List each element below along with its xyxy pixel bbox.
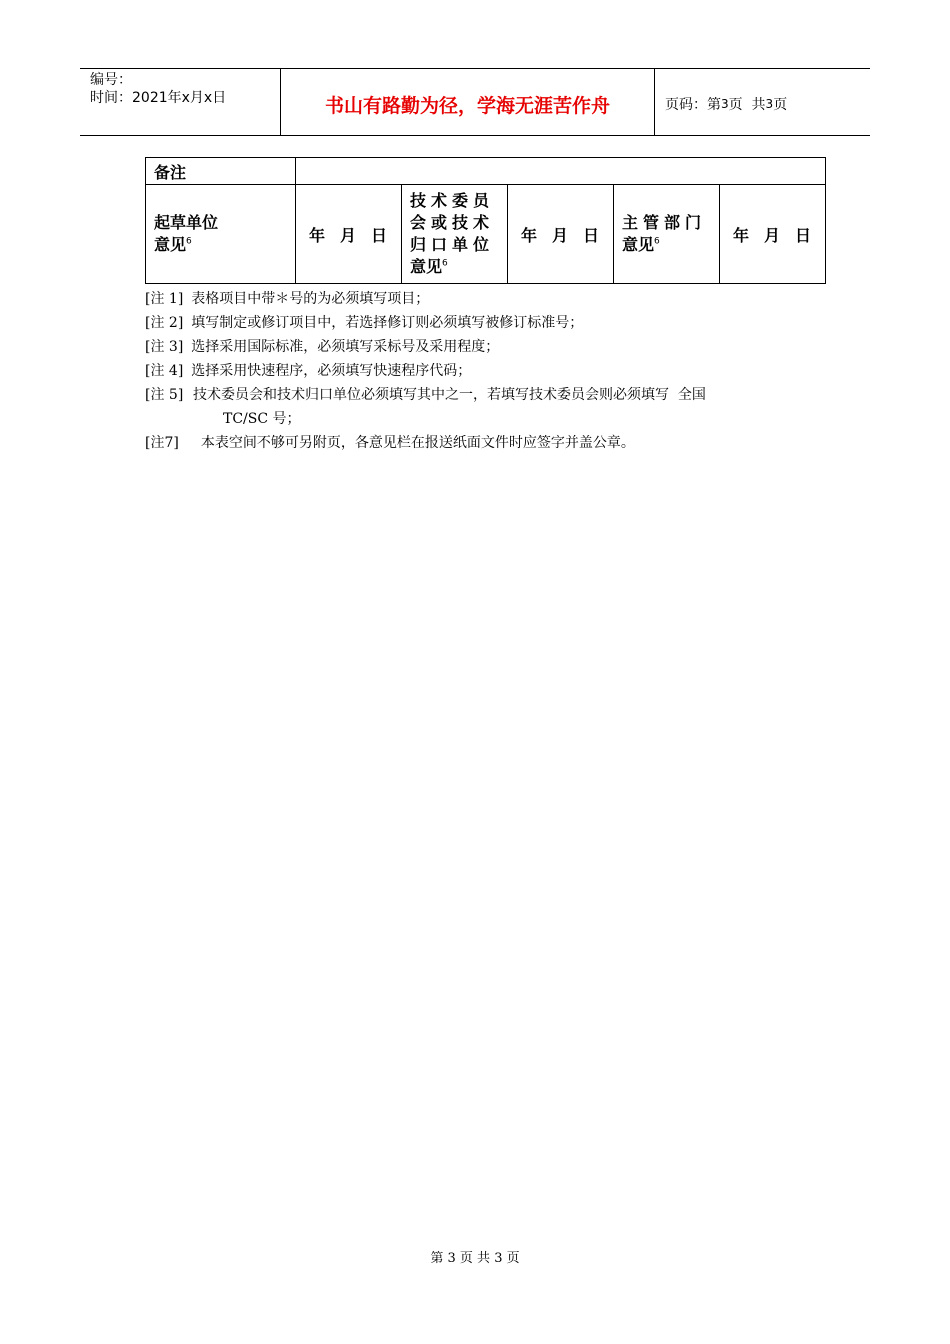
footnote-mark: 6 [654,236,660,247]
dept-label-line1: 主管部门 [622,213,707,232]
drafter-label-line1: 起草单位 [154,213,219,232]
tech-committee-opinion-label [402,185,508,284]
drafter-date-field[interactable]: 年 月 日 [296,185,402,284]
footnote-mark: 6 [442,258,448,269]
drafter-opinion-label [146,185,296,284]
signature-row [146,185,826,284]
dept-label-line2: 意见$^6$ [622,235,660,254]
note-tag: [注 3] [145,339,184,355]
page-prefix: 页码：第 [665,97,721,113]
note-text: 本表空间不够可另附页，各意见栏在报送纸面文件时应签字并盖公章。 [200,435,635,451]
page-mid: 页 共 [728,97,766,113]
note-item [145,383,825,431]
note-text: 填写制定或修订项目中，若选择修订则必须填写被修订标准号； [191,315,584,331]
note-tag: [注 5] [145,387,184,403]
note-text: 选择采用快速程序，必须填写快速程序代码； [191,363,472,379]
page-current: 3 [721,97,729,111]
note-item [145,311,825,335]
footnote-mark: 6 [186,236,192,247]
note-text-continued: TC/SC 号； [223,411,301,427]
note-item [145,359,825,383]
page-suffix: 页 [773,97,788,113]
tech-label-line4: 意见$^6$ [410,257,448,276]
tech-label-line3: 归口单位 [410,235,495,254]
remark-row [146,158,826,185]
note-tag: [注 4] [145,363,184,379]
note-text: 技术委员会和技术归口单位必须填写其中之一，若填写技术委员会则必须填写 全国 [193,387,706,403]
remark-field[interactable] [296,158,826,185]
note-item [145,335,825,359]
page-header [80,68,870,136]
page-footer: 第 3 页 共 3 页 [430,1251,520,1266]
header-slogan: 书山有路勤为径，学海无涯苦作舟 [281,69,655,135]
tech-label-line2: 会或技术 [410,213,495,232]
page-total: 3 [765,97,774,111]
note-tag: [注 1] [145,291,184,307]
opinion-form-table [145,157,826,284]
drafter-label-line2: 意见$^6$ [154,235,192,254]
notes-list [145,287,825,455]
dept-opinion-label [614,185,720,284]
header-meta [80,69,281,135]
note-tag: [注7] [145,435,179,451]
dept-date-field[interactable]: 年 月 日 [720,185,826,284]
header-page-info [655,69,870,135]
note-text: 表格项目中带＊号的为必须填写项目； [191,291,430,307]
tech-label-line1: 技术委员 [410,191,495,210]
note-tag: [注 2] [145,315,184,331]
document-number: 编号： [90,72,132,88]
tech-committee-date-field[interactable]: 年 月 日 [508,185,614,284]
remark-label: 备注 [146,158,296,185]
note-item [145,431,825,455]
document-time: 时间：2021年x月x日 [90,90,227,106]
note-text: 选择采用国际标准，必须填写采标号及采用程度； [191,339,500,355]
note-item [145,287,825,311]
